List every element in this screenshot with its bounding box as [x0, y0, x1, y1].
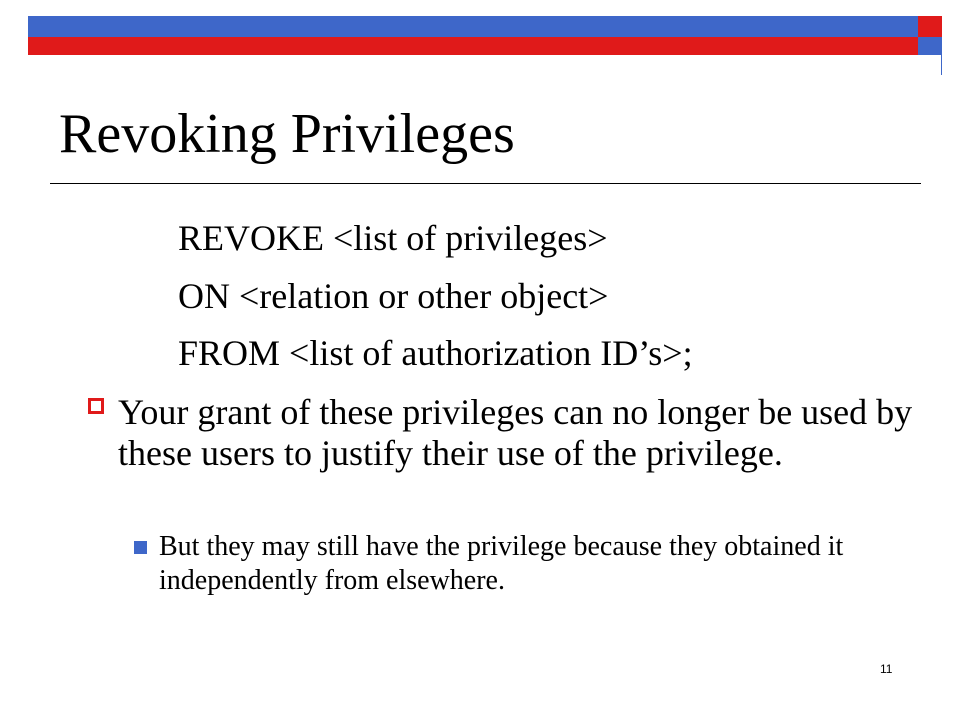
bullet-text: Your grant of these privileges can no longer be used by these users to justify their use of the privilege. — [118, 392, 913, 473]
corner-square-red — [918, 16, 942, 37]
sub-bullet-text: But they may still have the privilege because they obtained it independently from elsewhere. — [159, 531, 844, 596]
on-line: ON <relation or other object> — [178, 276, 609, 316]
corner-edge-line — [941, 55, 942, 75]
corner-square-blue — [918, 37, 942, 55]
sub-bullet-item — [134, 530, 914, 598]
revoke-line: REVOKE <list of privileges> — [178, 218, 608, 258]
header-bar-red — [28, 37, 918, 55]
bullet-item — [88, 392, 918, 474]
filled-square-icon — [134, 541, 147, 554]
hollow-square-icon — [88, 398, 104, 414]
header-bar-blue — [28, 16, 918, 37]
title-divider — [50, 183, 921, 184]
slide-title: Revoking Privileges — [59, 103, 515, 165]
from-line: FROM <list of authorization ID’s>; — [178, 333, 693, 373]
page-number: 11 — [880, 662, 893, 676]
